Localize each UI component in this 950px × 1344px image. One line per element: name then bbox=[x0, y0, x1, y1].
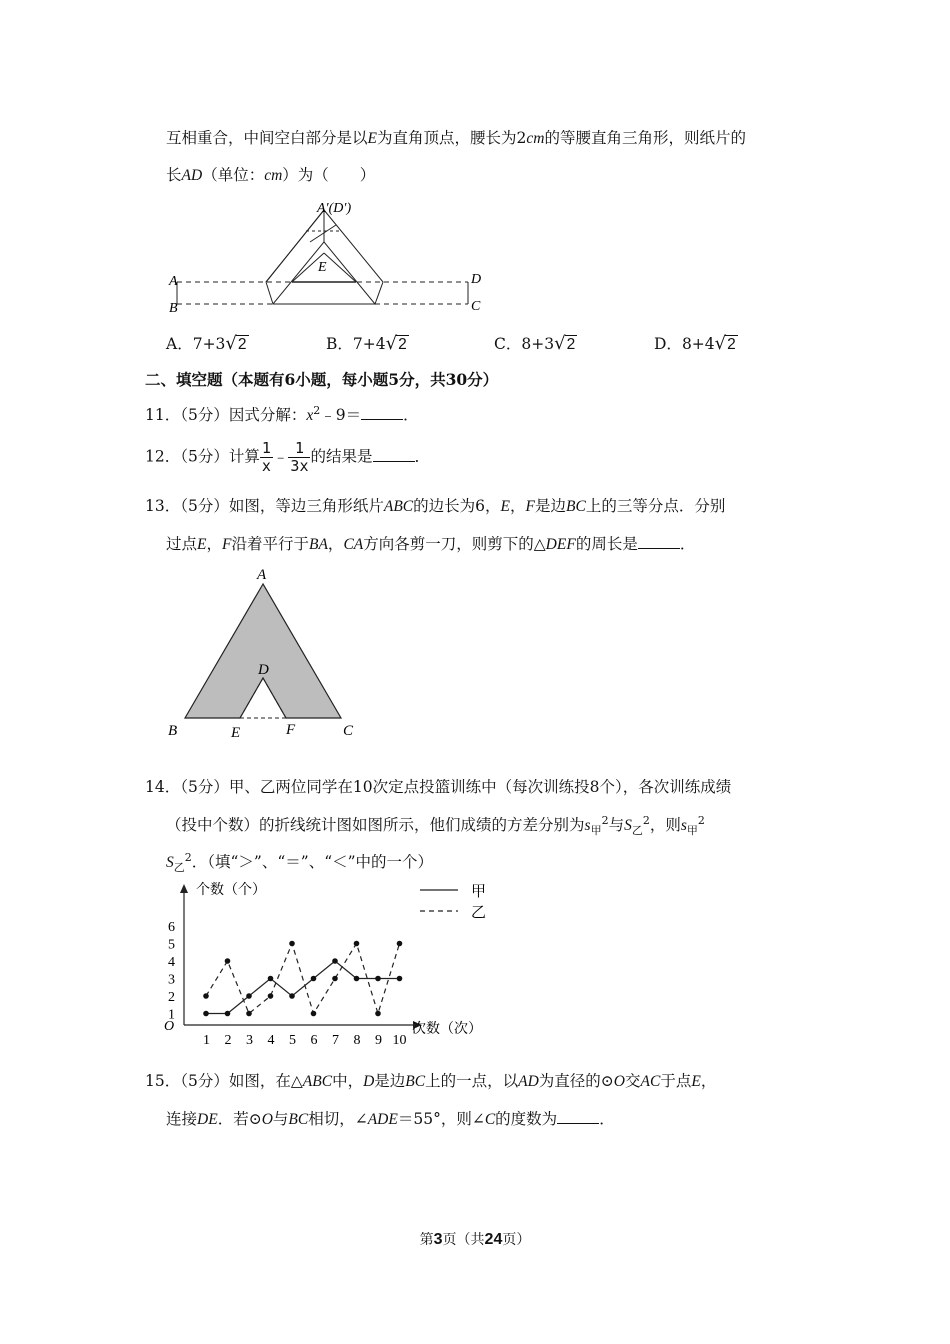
y-tick-label: 3 bbox=[168, 972, 175, 988]
label-B: B bbox=[168, 723, 178, 739]
label-C: C bbox=[343, 723, 354, 739]
data-point-甲 bbox=[246, 993, 252, 999]
q10-text-line1: 互相重合，中间空白部分是以E为直角顶点，腰长为2cm的等腰直角三角形，则纸片的 bbox=[166, 129, 746, 147]
origin-label: O bbox=[164, 1019, 175, 1034]
label-D: D bbox=[258, 662, 269, 678]
series-line-甲 bbox=[206, 961, 400, 1014]
data-point-甲 bbox=[375, 976, 381, 982]
x-tick-label: 5 bbox=[289, 1033, 296, 1046]
y-axis-label: 个数（个） bbox=[196, 883, 266, 898]
q13-figure bbox=[160, 562, 360, 742]
data-point-乙 bbox=[354, 941, 360, 947]
x-tick-label: 8 bbox=[353, 1033, 361, 1046]
label-apex: A′(D′) bbox=[317, 201, 352, 216]
data-point-乙 bbox=[311, 1011, 317, 1017]
data-point-乙 bbox=[375, 1011, 381, 1017]
x-tick-label: 3 bbox=[246, 1033, 253, 1046]
q11: 11．（5分）因式分解：$x^2﹣9=$ ． bbox=[145, 403, 419, 424]
section-heading: 二、填空题（本题有6小题，每小题5分，共30分） bbox=[145, 370, 499, 389]
q13-line1: 13．（5分）如图，等边三角形纸片ABC的边长为6，E，F是边BC上的三等分点．分别 bbox=[145, 497, 726, 515]
label-E: E bbox=[231, 725, 241, 741]
answer-blank[interactable] bbox=[638, 534, 680, 549]
y-tick-label: 1 bbox=[168, 1007, 175, 1023]
x-tick-label: 4 bbox=[267, 1033, 275, 1046]
data-point-甲 bbox=[225, 1011, 231, 1017]
q15-line1: 15．（5分）如图，在△ABC中，D是边BC上的一点，以AD为直径的⊙O交AC于点E， bbox=[145, 1072, 717, 1090]
data-point-乙 bbox=[332, 976, 338, 982]
y-tick-label: 5 bbox=[168, 937, 175, 953]
label-A: A bbox=[169, 274, 178, 289]
data-point-甲 bbox=[203, 1011, 209, 1017]
legend-label-yi: 乙 bbox=[471, 905, 487, 921]
q10-option-a: A．7+3√2 bbox=[166, 333, 247, 354]
label-F: F bbox=[286, 722, 296, 738]
y-tick-label: 6 bbox=[168, 920, 175, 935]
x-tick-label: 1 bbox=[203, 1033, 210, 1046]
label-B: B bbox=[169, 301, 178, 316]
data-point-甲 bbox=[268, 976, 274, 982]
data-point-甲 bbox=[354, 976, 360, 982]
x-tick-label: 7 bbox=[332, 1033, 339, 1046]
page-number: 3 bbox=[433, 1231, 443, 1248]
q10-figure bbox=[160, 195, 500, 320]
x-tick-label: 10 bbox=[392, 1033, 407, 1046]
fraction-2: $\frac{1}{3x}$ bbox=[290, 439, 309, 475]
answer-blank[interactable] bbox=[557, 1109, 599, 1124]
data-point-甲 bbox=[397, 976, 403, 982]
page-total: 24 bbox=[484, 1231, 503, 1248]
y-tick-label: 4 bbox=[168, 955, 175, 970]
page-footer: 第3页（共24页） bbox=[419, 1231, 531, 1248]
x-axis-label: 次数（次） bbox=[412, 1022, 482, 1037]
q14-line-chart bbox=[158, 876, 498, 1046]
label-E: E bbox=[318, 260, 327, 275]
q10-option-b: B．7+4√2 bbox=[326, 333, 407, 354]
q15-line2: 连接DE．若⊙O与BC相切，∠ADE＝55°，则∠C的度数为 ． bbox=[166, 1110, 615, 1128]
fraction-1: $\frac{1}{x}$ bbox=[261, 439, 271, 475]
q10-option-c: C．8+3√2 bbox=[494, 333, 576, 354]
data-point-甲 bbox=[289, 993, 295, 999]
data-point-乙 bbox=[268, 993, 274, 999]
label-D: D bbox=[471, 272, 482, 287]
q10-option-d: D．8+4√2 bbox=[654, 333, 736, 354]
data-point-甲 bbox=[332, 958, 338, 964]
q10-text-line2: 长AD（单位：cm）为（ ） bbox=[166, 166, 376, 184]
data-point-乙 bbox=[397, 941, 403, 947]
q12: 12．（5分）计算 $\frac{1}{x}$ ﹣ $\frac{1}{3x}$ 的结果是 ． bbox=[145, 439, 431, 475]
x-tick-label: 9 bbox=[375, 1033, 382, 1046]
label-C: C bbox=[471, 299, 481, 314]
legend-label-jia: 甲 bbox=[471, 884, 487, 900]
data-point-乙 bbox=[203, 993, 209, 999]
q14-line1: 14．（5分）甲、乙两位同学在10次定点投篮训练中（每次训练投8个），各次训练成绩 bbox=[145, 778, 732, 796]
data-point-乙 bbox=[246, 1011, 252, 1017]
q13-line2: 过点E，F沿着平行于BA，CA方向各剪一刀，则剪下的△DEF的周长是 ． bbox=[166, 535, 696, 553]
data-point-乙 bbox=[225, 958, 231, 964]
label-A: A bbox=[257, 567, 267, 583]
y-tick-label: 2 bbox=[168, 990, 175, 1005]
q14-line3: $S_乙^2$．（填“＞”、“＝”、“＜”中的一个） bbox=[166, 850, 434, 875]
q14-line2: （投中个数）的折线统计图如图所示，他们成绩的方差分别为$s_甲^2$与$S_乙^2$，则$s_甲^2$ bbox=[166, 813, 705, 838]
answer-blank[interactable] bbox=[361, 405, 403, 420]
data-point-乙 bbox=[289, 941, 295, 947]
x-tick-label: 2 bbox=[224, 1033, 232, 1046]
x-tick-label: 6 bbox=[310, 1033, 318, 1046]
data-point-甲 bbox=[311, 976, 317, 982]
answer-blank[interactable] bbox=[373, 447, 415, 462]
